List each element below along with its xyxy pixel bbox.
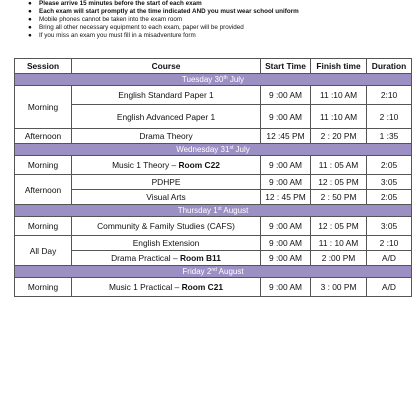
rule-text: Bring all other necessary equipment to each exam, paper will be provided — [39, 24, 244, 32]
finish-time-cell: 2 : 50 PM — [311, 190, 367, 205]
rule-item — [28, 8, 299, 16]
exam-timetable — [14, 58, 412, 297]
course-cell — [72, 105, 261, 129]
day-suffix: st — [229, 145, 234, 151]
course-name: English Standard Paper 1 — [118, 90, 214, 100]
finish-time-cell: 11 :10 AM — [311, 105, 367, 129]
duration-cell: 3:05 — [367, 175, 412, 190]
course-cell — [72, 251, 261, 266]
header-row — [15, 59, 412, 74]
room-label: Room C21 — [181, 282, 224, 292]
table-row — [15, 190, 412, 205]
bullet-icon: ● — [28, 16, 32, 24]
day-heading — [15, 205, 412, 217]
header-duration: Duration — [367, 59, 412, 74]
course-cell — [72, 156, 261, 175]
session-cell: Morning — [15, 278, 72, 297]
start-time-cell: 9 :00 AM — [261, 86, 311, 105]
start-time-cell: 9 :00 AM — [261, 175, 311, 190]
duration-cell: 3:05 — [367, 217, 412, 236]
day-text: Wednesday 31 — [176, 145, 230, 154]
day-month: July — [227, 75, 245, 84]
start-time-cell: 9 :00 AM — [261, 278, 311, 297]
start-time-cell: 12 :45 PM — [261, 129, 311, 144]
course-name: English Extension — [132, 238, 200, 248]
table-row — [15, 278, 412, 297]
day-row — [15, 266, 412, 278]
day-month: July — [233, 145, 250, 154]
day-suffix: nd — [211, 267, 217, 273]
duration-cell: 2 :10 — [367, 105, 412, 129]
day-text: Tuesday 30 — [181, 75, 224, 84]
bullet-icon: ● — [28, 24, 32, 32]
exam-rules-list — [28, 0, 299, 40]
table-row — [15, 105, 412, 129]
table-row — [15, 86, 412, 105]
start-time-cell: 9 :00 AM — [261, 217, 311, 236]
day-row — [15, 74, 412, 86]
finish-time-cell: 11 :10 AM — [311, 86, 367, 105]
duration-cell: A/D — [367, 278, 412, 297]
bullet-icon: ● — [28, 0, 32, 7]
finish-time-cell: 12 : 05 PM — [311, 217, 367, 236]
course-cell — [72, 129, 261, 144]
bullet-icon: ● — [28, 32, 32, 40]
table-row — [15, 217, 412, 236]
rule-item — [28, 32, 299, 40]
table-row — [15, 156, 412, 175]
day-text: Friday 2 — [182, 267, 212, 276]
start-time-cell: 9 :00 AM — [261, 236, 311, 251]
table-row — [15, 129, 412, 144]
start-time-cell: 12 : 45 PM — [261, 190, 311, 205]
rule-text: If you miss an exam you must fill in a misadventure form — [39, 32, 196, 40]
day-heading — [15, 266, 412, 278]
start-time-cell: 9 :00 AM — [261, 251, 311, 266]
session-cell: Morning — [15, 156, 72, 175]
day-suffix: th — [223, 75, 228, 81]
table-row — [15, 175, 412, 190]
table-row — [15, 236, 412, 251]
course-name: English Advanced Paper 1 — [116, 111, 216, 122]
day-suffix: st — [217, 206, 222, 212]
duration-cell: 2:10 — [367, 86, 412, 105]
session-cell: Afternoon — [15, 129, 72, 144]
course-cell — [72, 236, 261, 251]
rule-text: Each exam will start promptly at the time indicated AND you must wear school uniform — [39, 8, 299, 16]
course-name: Drama Theory — [139, 131, 193, 141]
course-name: Music 1 Theory — [112, 160, 170, 170]
course-name: Community & Family Studies (CAFS) — [97, 221, 235, 231]
duration-cell: A/D — [367, 251, 412, 266]
finish-time-cell: 2 :00 PM — [311, 251, 367, 266]
day-month: August — [221, 206, 249, 215]
room-label: Room B11 — [179, 253, 221, 263]
duration-cell: 2:05 — [367, 156, 412, 175]
course-cell — [72, 217, 261, 236]
course-cell — [72, 86, 261, 105]
rule-text: Mobile phones cannot be taken into the exam room — [39, 16, 183, 24]
room-separator: – — [170, 253, 180, 263]
rule-item — [28, 16, 299, 24]
session-cell: Morning — [15, 86, 72, 129]
finish-time-cell: 11 : 10 AM — [311, 236, 367, 251]
course-name: Visual Arts — [146, 192, 186, 202]
day-month: August — [216, 267, 244, 276]
session-cell: Afternoon — [15, 175, 72, 205]
room-separator: – — [172, 282, 182, 292]
day-text: Thursday 1 — [177, 206, 218, 215]
session-cell: Morning — [15, 217, 72, 236]
rule-item — [28, 24, 299, 32]
header-course: Course — [72, 59, 261, 74]
start-time-cell: 9 :00 AM — [261, 105, 311, 129]
day-heading — [15, 74, 412, 86]
bullet-icon: ● — [28, 8, 32, 16]
finish-time-cell: 12 : 05 PM — [311, 175, 367, 190]
room-label: Room C22 — [178, 160, 220, 170]
header-start-time: Start Time — [261, 59, 311, 74]
room-separator: – — [169, 160, 179, 170]
course-name: Music 1 Practical — [108, 282, 173, 292]
course-cell — [72, 190, 261, 205]
course-cell — [72, 175, 261, 190]
duration-cell: 1 :35 — [367, 129, 412, 144]
duration-cell: 2 :10 — [367, 236, 412, 251]
finish-time-cell: 2 : 20 PM — [311, 129, 367, 144]
start-time-cell: 9 :00 AM — [261, 156, 311, 175]
header-finish-time: Finish time — [311, 59, 367, 74]
rule-text: Please arrive 15 minutes before the start of each exam — [39, 0, 202, 7]
header-session: Session — [15, 59, 72, 74]
day-row — [15, 144, 412, 156]
day-heading — [15, 144, 412, 156]
course-cell — [72, 278, 261, 297]
duration-cell: 2:05 — [367, 190, 412, 205]
course-name: Drama Practical — [111, 253, 171, 263]
rule-item — [28, 0, 299, 8]
table-row — [15, 251, 412, 266]
day-row — [15, 205, 412, 217]
finish-time-cell: 11 : 05 AM — [311, 156, 367, 175]
session-cell: All Day — [15, 236, 72, 266]
course-name: PDHPE — [151, 177, 181, 187]
finish-time-cell: 3 : 00 PM — [311, 278, 367, 297]
